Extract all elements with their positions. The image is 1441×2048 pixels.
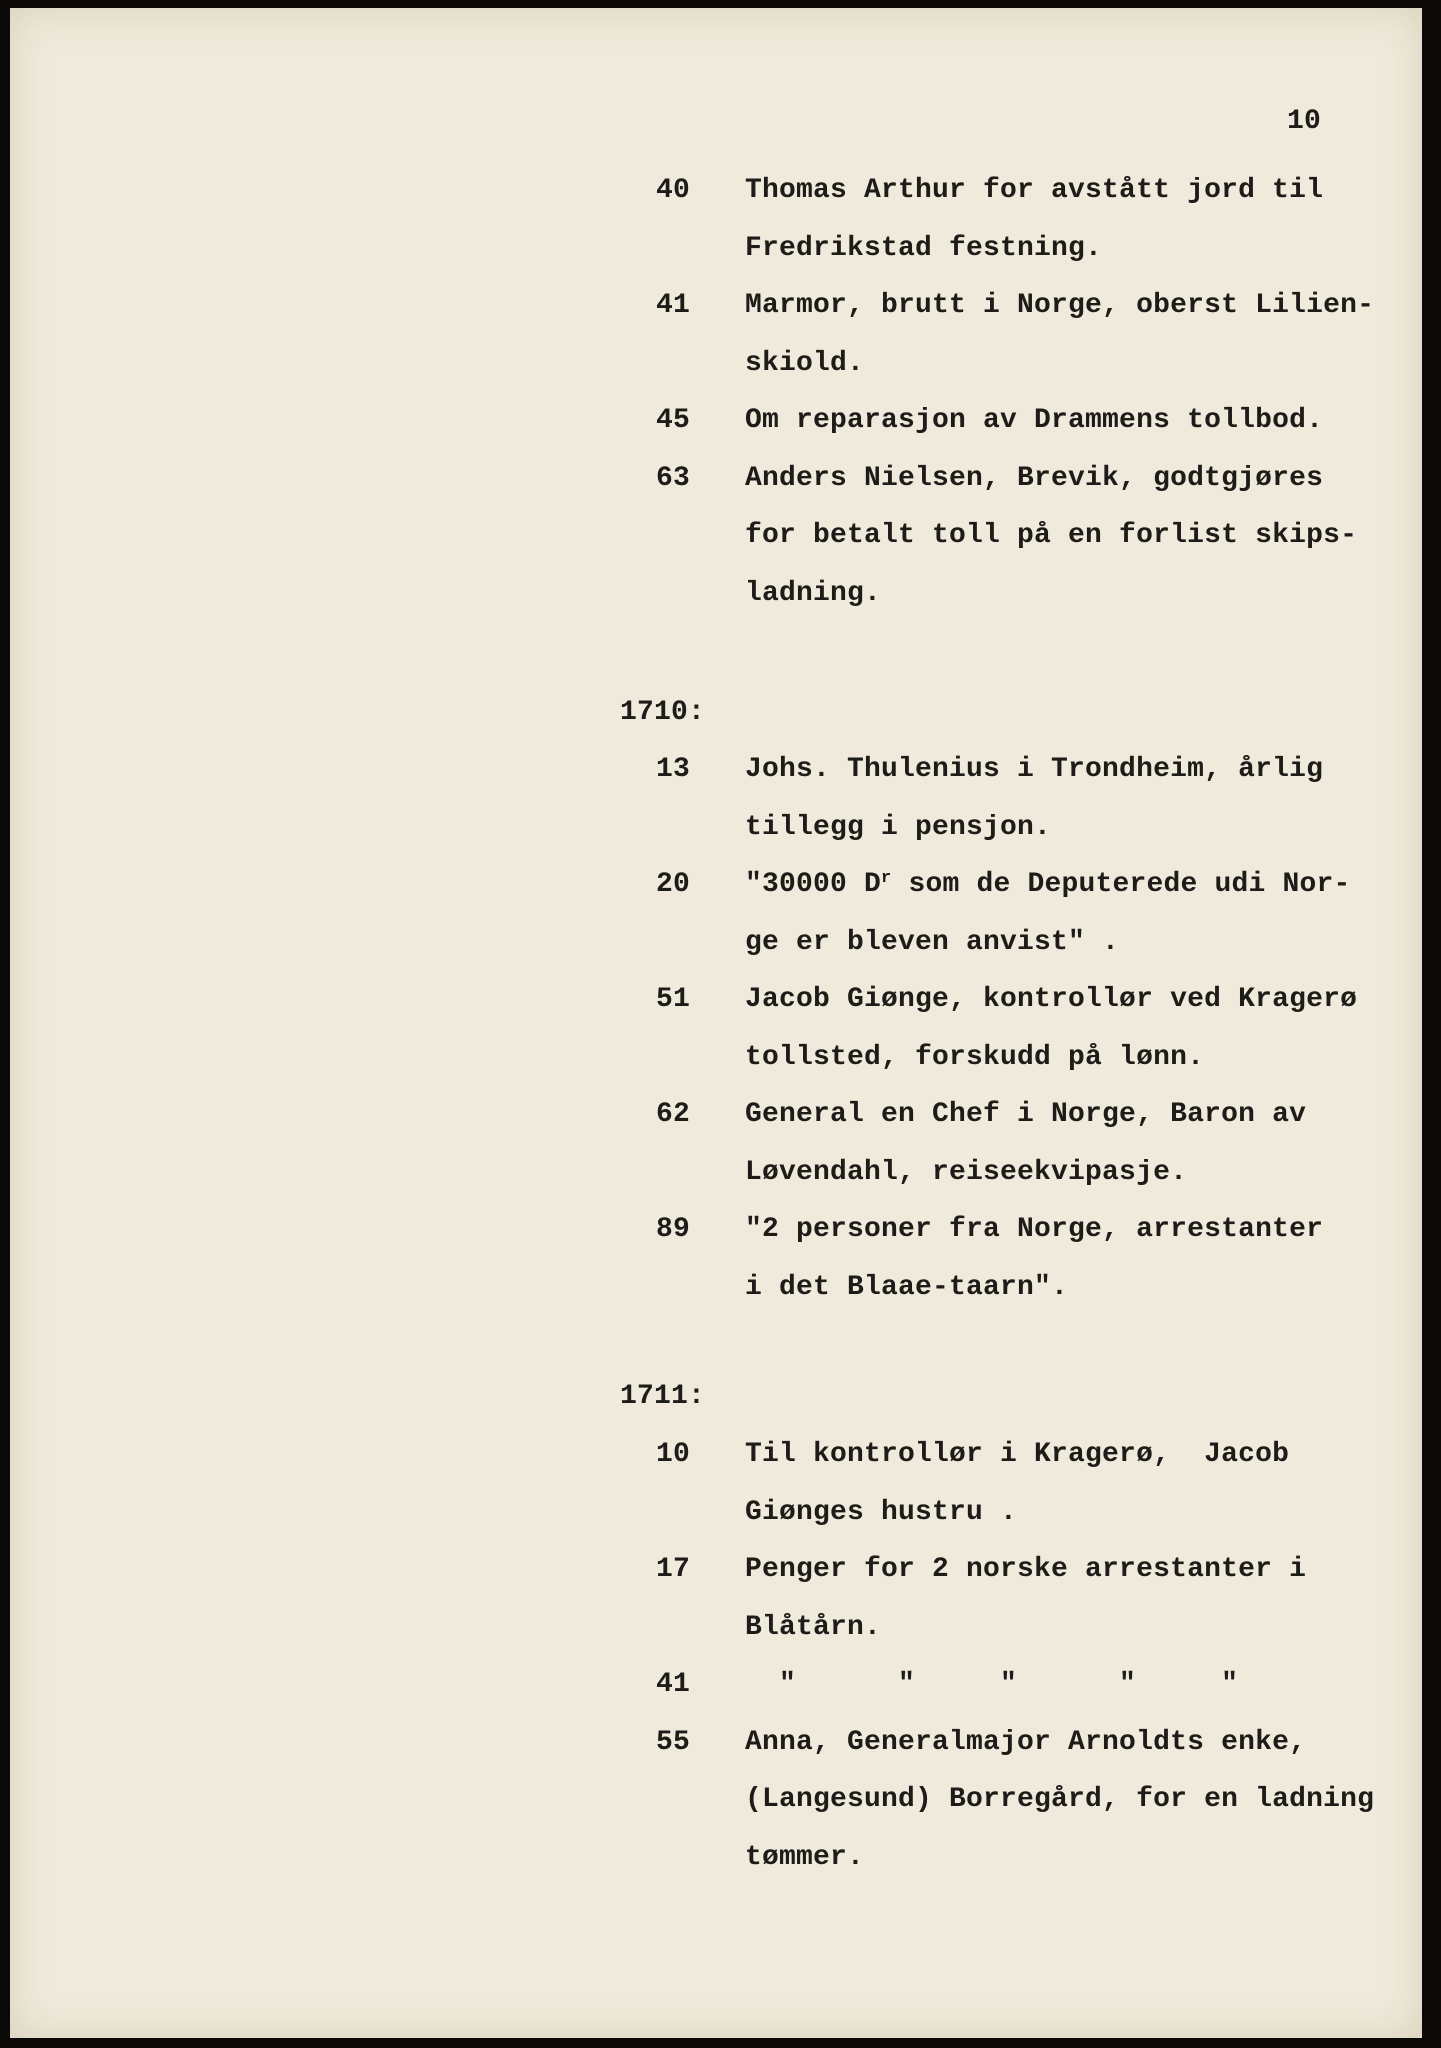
entry-text-line: Anna, Generalmajor Arnoldts enke, bbox=[745, 1726, 1307, 1758]
document-page bbox=[10, 8, 1422, 2038]
entry-number: 45 bbox=[656, 405, 691, 436]
entry-text-line: "2 personer fra Norge, arrestanter bbox=[745, 1214, 1324, 1245]
entry-text-line: i det Blaae-taarn". bbox=[745, 1271, 1069, 1303]
entry-text-line: Marmor, brutt i Norge, oberst Lilien- bbox=[745, 290, 1375, 321]
entry-text-line: skiold. bbox=[745, 347, 865, 379]
entry-number: 62 bbox=[656, 1099, 691, 1130]
entry-number: 40 bbox=[656, 175, 691, 206]
entry-text-line: Thomas Arthur for avstått jord til bbox=[745, 175, 1324, 206]
entry-number: 13 bbox=[656, 754, 691, 785]
entry-text-line: Om reparasjon av Drammens tollbod. bbox=[745, 405, 1324, 436]
entry-number: 10 bbox=[656, 1439, 691, 1470]
entry-number: 17 bbox=[656, 1554, 691, 1585]
entry-text-line: (Langesund) Borregård, for en ladning bbox=[745, 1784, 1375, 1815]
entry-text-line: ge er bleven anvist" . bbox=[745, 926, 1120, 958]
entry-text-line: General en Chef i Norge, Baron av bbox=[745, 1099, 1307, 1130]
entry-text-line: Anders Nielsen, Brevik, godtgjøres bbox=[745, 462, 1324, 494]
entry-number: 89 bbox=[656, 1214, 691, 1245]
entry-number: 51 bbox=[656, 984, 691, 1015]
entry-text-line: for betalt toll på en forlist skips- bbox=[745, 520, 1358, 551]
entry-number: 55 bbox=[656, 1726, 691, 1758]
entry-text-line: tømmer. bbox=[745, 1841, 865, 1873]
entry-text-line: Løvendahl, reiseekvipasje. bbox=[745, 1156, 1188, 1188]
entry-text-line bbox=[745, 868, 1351, 902]
entry-number: 63 bbox=[656, 462, 691, 494]
entry-number: 41 bbox=[656, 1669, 691, 1700]
year-heading: 1711: bbox=[620, 1381, 706, 1412]
entry-text-line: Giønges hustru . bbox=[745, 1496, 1018, 1528]
year-heading: 1710: bbox=[620, 697, 706, 728]
entry-text-line: " " " " " bbox=[745, 1669, 1239, 1700]
entry-text-line: Blåtårn. bbox=[745, 1611, 882, 1643]
entry-text-line: tollsted, forskudd på lønn. bbox=[745, 1041, 1205, 1073]
entry-text-line: Penger for 2 norske arrestanter i bbox=[745, 1554, 1307, 1585]
entry-text-line: Fredrikstad festning. bbox=[745, 232, 1103, 264]
superscript-abbreviation: r bbox=[881, 869, 892, 888]
entry-text-line: Til kontrollør i Kragerø, Jacob bbox=[745, 1439, 1290, 1470]
entry-text-line: Johs. Thulenius i Trondheim, årlig bbox=[745, 754, 1324, 785]
page-number: 10 bbox=[1287, 106, 1322, 137]
entry-text-line: tillegg i pensjon. bbox=[745, 811, 1052, 843]
text-segment: "30000 D bbox=[745, 869, 882, 900]
entry-text-line: ladning. bbox=[745, 577, 882, 609]
entry-number: 41 bbox=[656, 290, 691, 321]
text-segment: som de Deputerede udi Nor- bbox=[891, 869, 1351, 900]
entry-text-line: Jacob Giønge, kontrollør ved Kragerø bbox=[745, 984, 1358, 1015]
entry-number: 20 bbox=[656, 869, 691, 900]
